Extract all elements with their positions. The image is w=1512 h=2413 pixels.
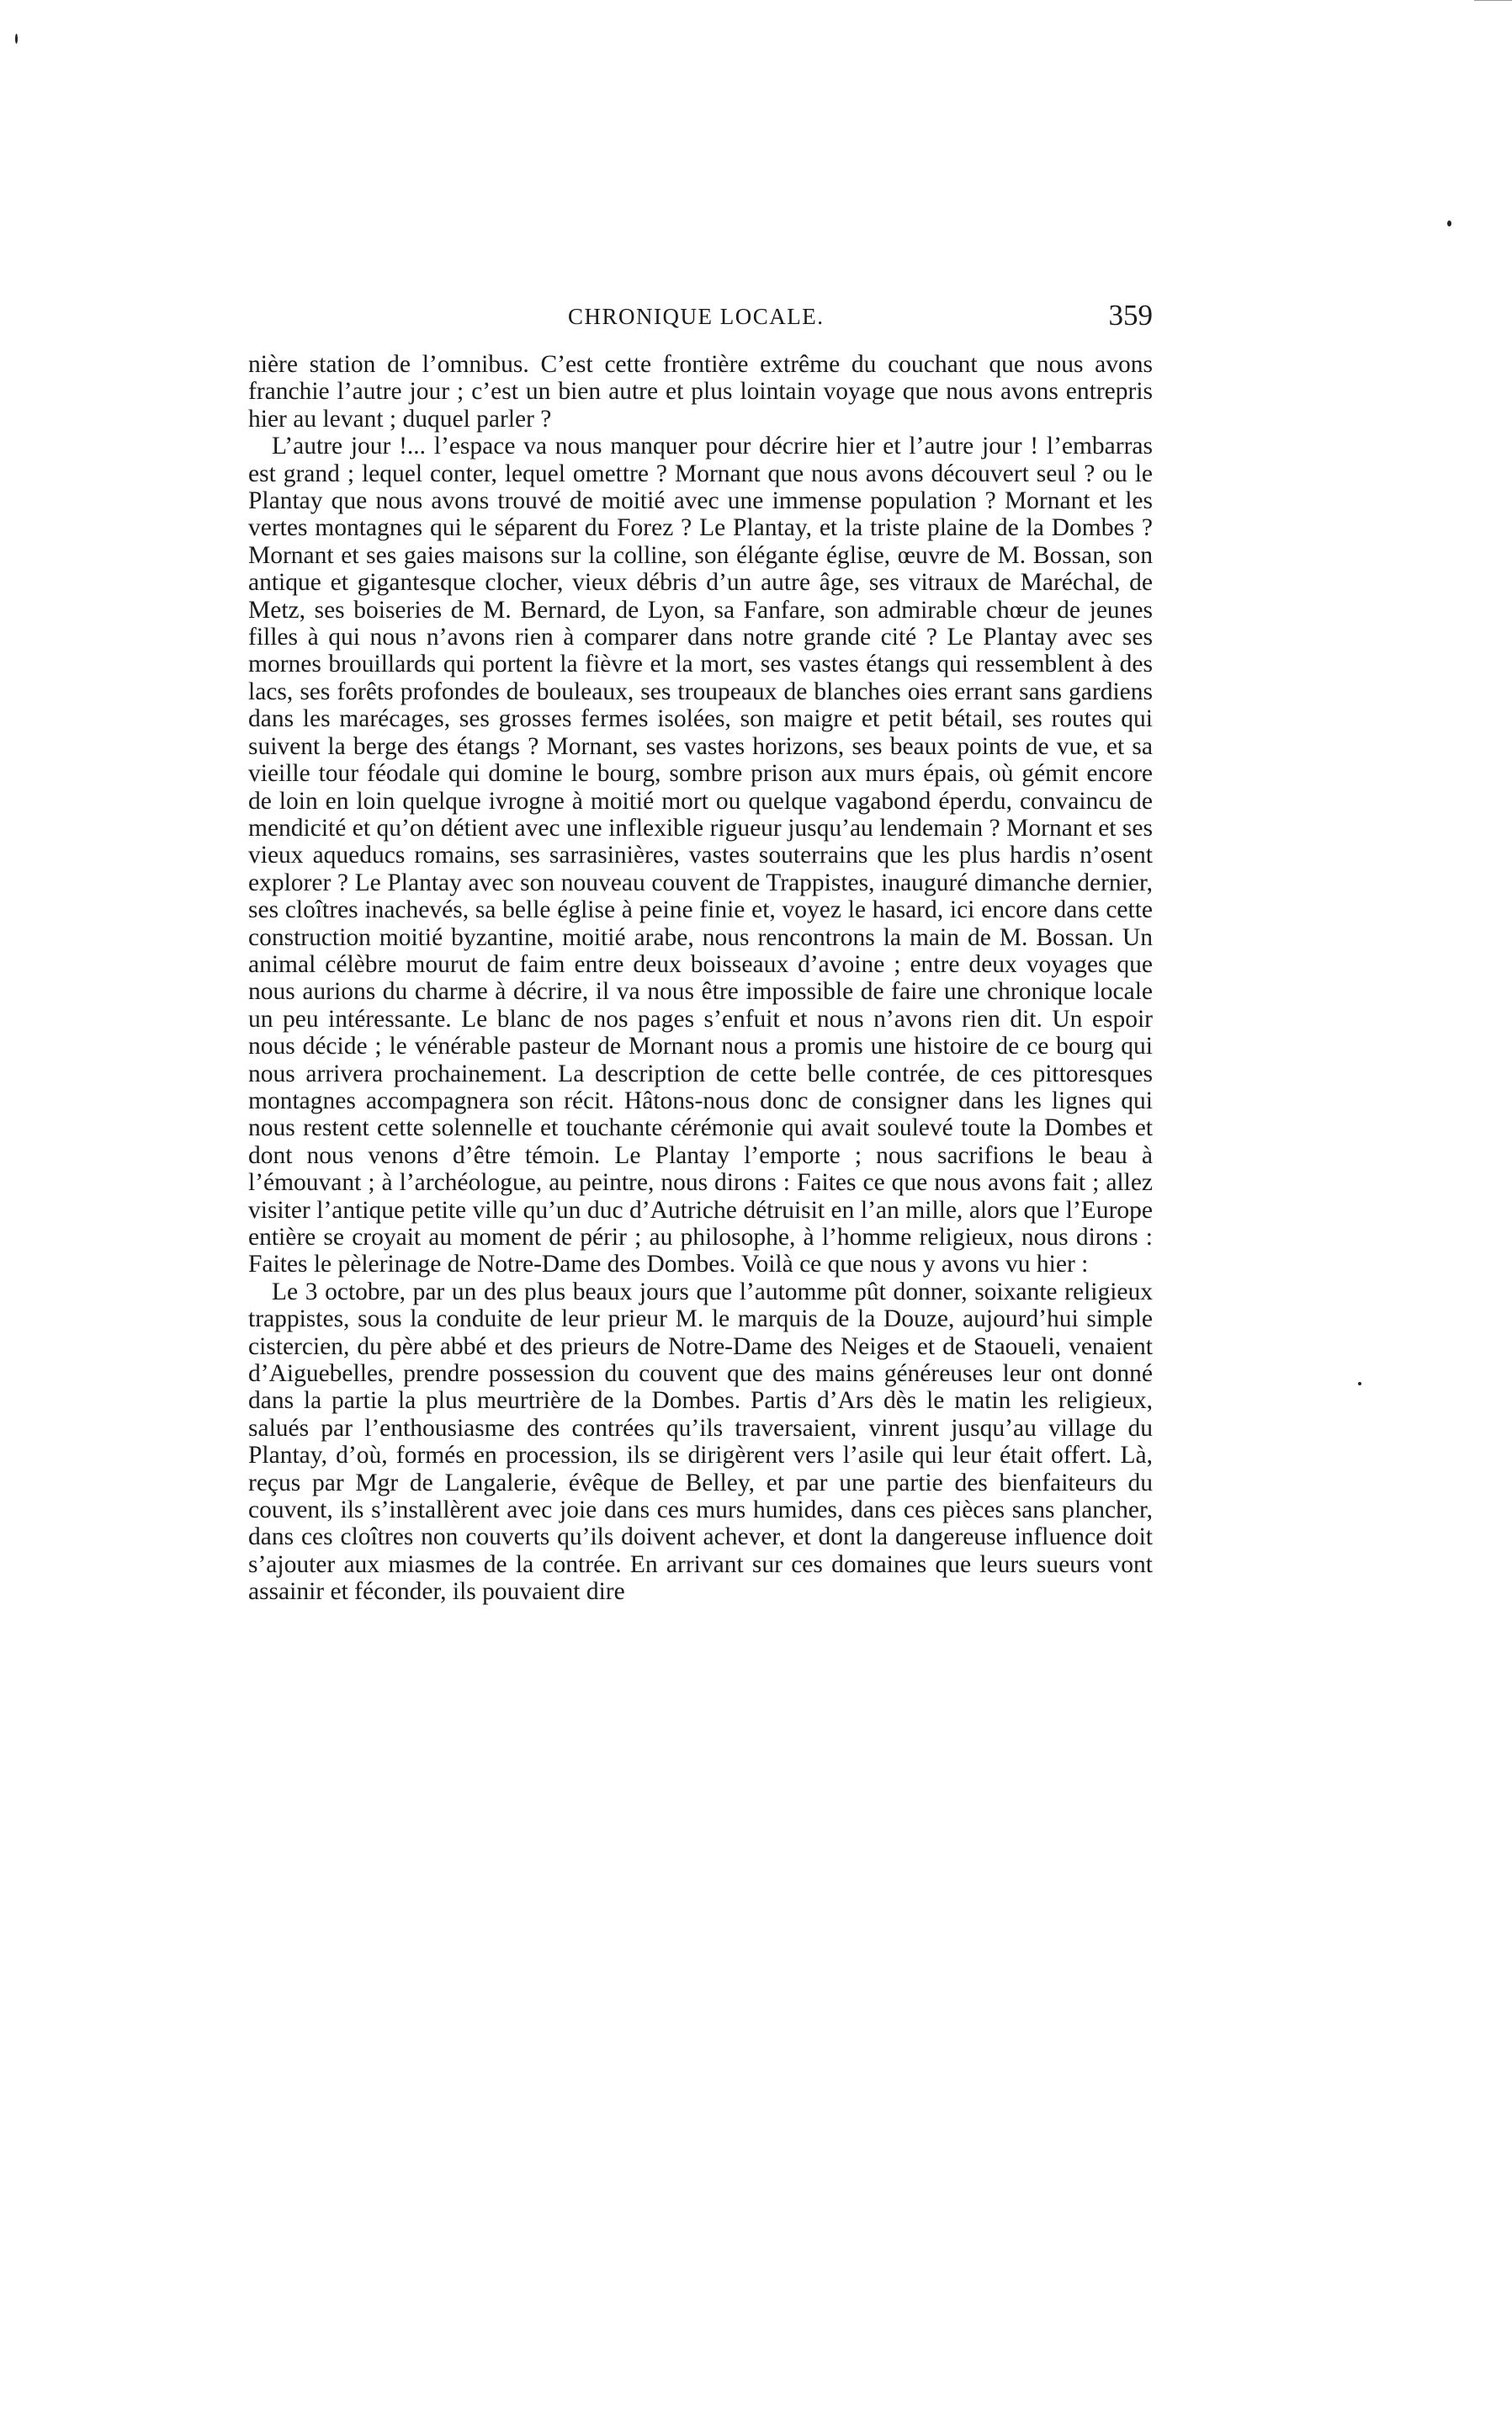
page-number: 359 [1108, 299, 1153, 332]
top-edge-mark [1474, 0, 1512, 1]
paragraph: L’autre jour !... l’espace va nous manquer pour décrire hier et l’autre jour ! l’embarras est grand ; lequel conter, lequel omettre ? Mornant que nous avons découvert seul ? ou le Plantay que nous avons trouvé de moitié avec une immense population ? Mornant et les vertes montagnes qui le séparent du Forez ? Le Plantay, et la triste plaine de la Dombes ? Mornant et ses gaies maisons sur la colline, son élégante église, œuvre de M. Bossan, son antique et gigantesque clocher, vieux débris d’un autre âge, ses vitraux de Maréchal, de Metz, ses boiseries de M. Bernard, de Lyon, sa Fanfare, son admirable chœur de jeunes filles à qui nous n’avons rien à comparer dans notre grande cité ? Le Plantay avec ses mornes brouillards qui portent la fièvre et la mort, ses vastes étangs qui ressemblent à des lacs, ses forêts profondes de bouleaux, ses troupeaux de blanches oies errant sans gardiens dans les marécages, ses grosses fermes isolées, son maigre et petit bétail, ses routes qui suivent la berge des étangs ? Mornant, ses vastes horizons, ses beaux points de vue, et sa vieille tour féodale qui domine le bourg, sombre prison aux murs épais, où gémit encore de loin en loin quelque ivrogne à moitié mort ou quelque vagabond éperdu, convaincu de mendicité et qu’on détient avec une inflexible rigueur jusqu’au lendemain ? Mornant et ses vieux aqueducs romains, ses sarrasinières, vastes souterrains que les plus hardis n’osent explorer ? Le Plantay avec son nouveau couvent de Trappistes, inauguré dimanche dernier, ses cloîtres inachevés, sa belle église à peine finie et, voyez le hasard, ici encore dans cette construction moitié byzantine, moitié arabe, nous rencontrons la main de M. Bossan. Un animal célèbre mourut de faim entre deux boisseaux d’avoine ; entre deux voyages que nous aurions du charme à décrire, il va nous être impossible de faire une chronique locale un peu intéressante. Le blanc de nos pages s’enfuit et nous n’avons rien dit. Un espoir nous décide ; le vénérable pasteur de Mornant nous a promis une histoire de ce bourg qui nous arrivera prochainement. La description de cette belle contrée, de ces pittoresques montagnes accompagnera son récit. Hâtons-nous donc de consigner dans les lignes qui nous restent cette solennelle et touchante cérémonie qui avait soulevé toute la Dombes et dont nous venons d’être témoin. Le Plantay l’emporte ; nous sacrifions le beau à l’émouvant ; à l’archéologue, au peintre, nous dirons : Faites ce que nous avons fait ; allez visiter l’antique petite ville qu’un duc d’Autriche détruisit en l’an mille, alors que l’Europe entière se croyait au moment de périr ; au philosophe, à l’homme religieux, nous dirons : Faites le pèlerinage de Notre-Dame des Dombes. Voilà ce que nous y avons vu hier : [248, 433, 1153, 1278]
paragraph: Le 3 octobre, par un des plus beaux jours que l’automme pût donner, soixante religieux trappistes, sous la conduite de leur prieur M. le marquis de la Douze, aujourd’hui simple cistercien, du père abbé et des prieurs de Notre-Dame des Neiges et de Staoueli, venaient d’Aiguebelles, prendre possession du couvent que des mains généreuses leur ont donné dans la partie la plus meurtrière de la Dombes. Partis d’Ars dès le matin les religieux, salués par l’enthousiasme des contrées qu’ils traversaient, vinrent jusqu’au village du Plantay, d’où, formés en procession, ils se dirigèrent vers l’asile qui leur était offert. Là, reçus par Mgr de Langalerie, évêque de Belley, et par une partie des bienfaiteurs du couvent, ils s’installèrent avec joie dans ces murs humides, dans ces pièces sans plancher, dans ces cloîtres non couverts qu’ils doivent achever, et dont la dangereuse influence doit s’ajouter aux miasmes de la contrée. En arrivant sur ces domaines que leurs sueurs vont assainir et féconder, ils pouvaient dire [248, 1278, 1153, 1606]
book-page [248, 299, 1153, 1606]
margin-ink-speck [1447, 221, 1451, 226]
page-header [248, 299, 1153, 341]
body-text [248, 351, 1153, 1606]
margin-ink-speck [1358, 1382, 1361, 1385]
margin-ink-speck [15, 34, 18, 44]
paragraph: nière station de l’omnibus. C’est cette frontière extrême du couchant que nous avons franchie l’autre jour ; c’est un bien autre et plus lointain voyage que nous avons entrepris hier au levant ; duquel parler ? [248, 351, 1153, 433]
running-head: CHRONIQUE LOCALE. [568, 304, 825, 329]
